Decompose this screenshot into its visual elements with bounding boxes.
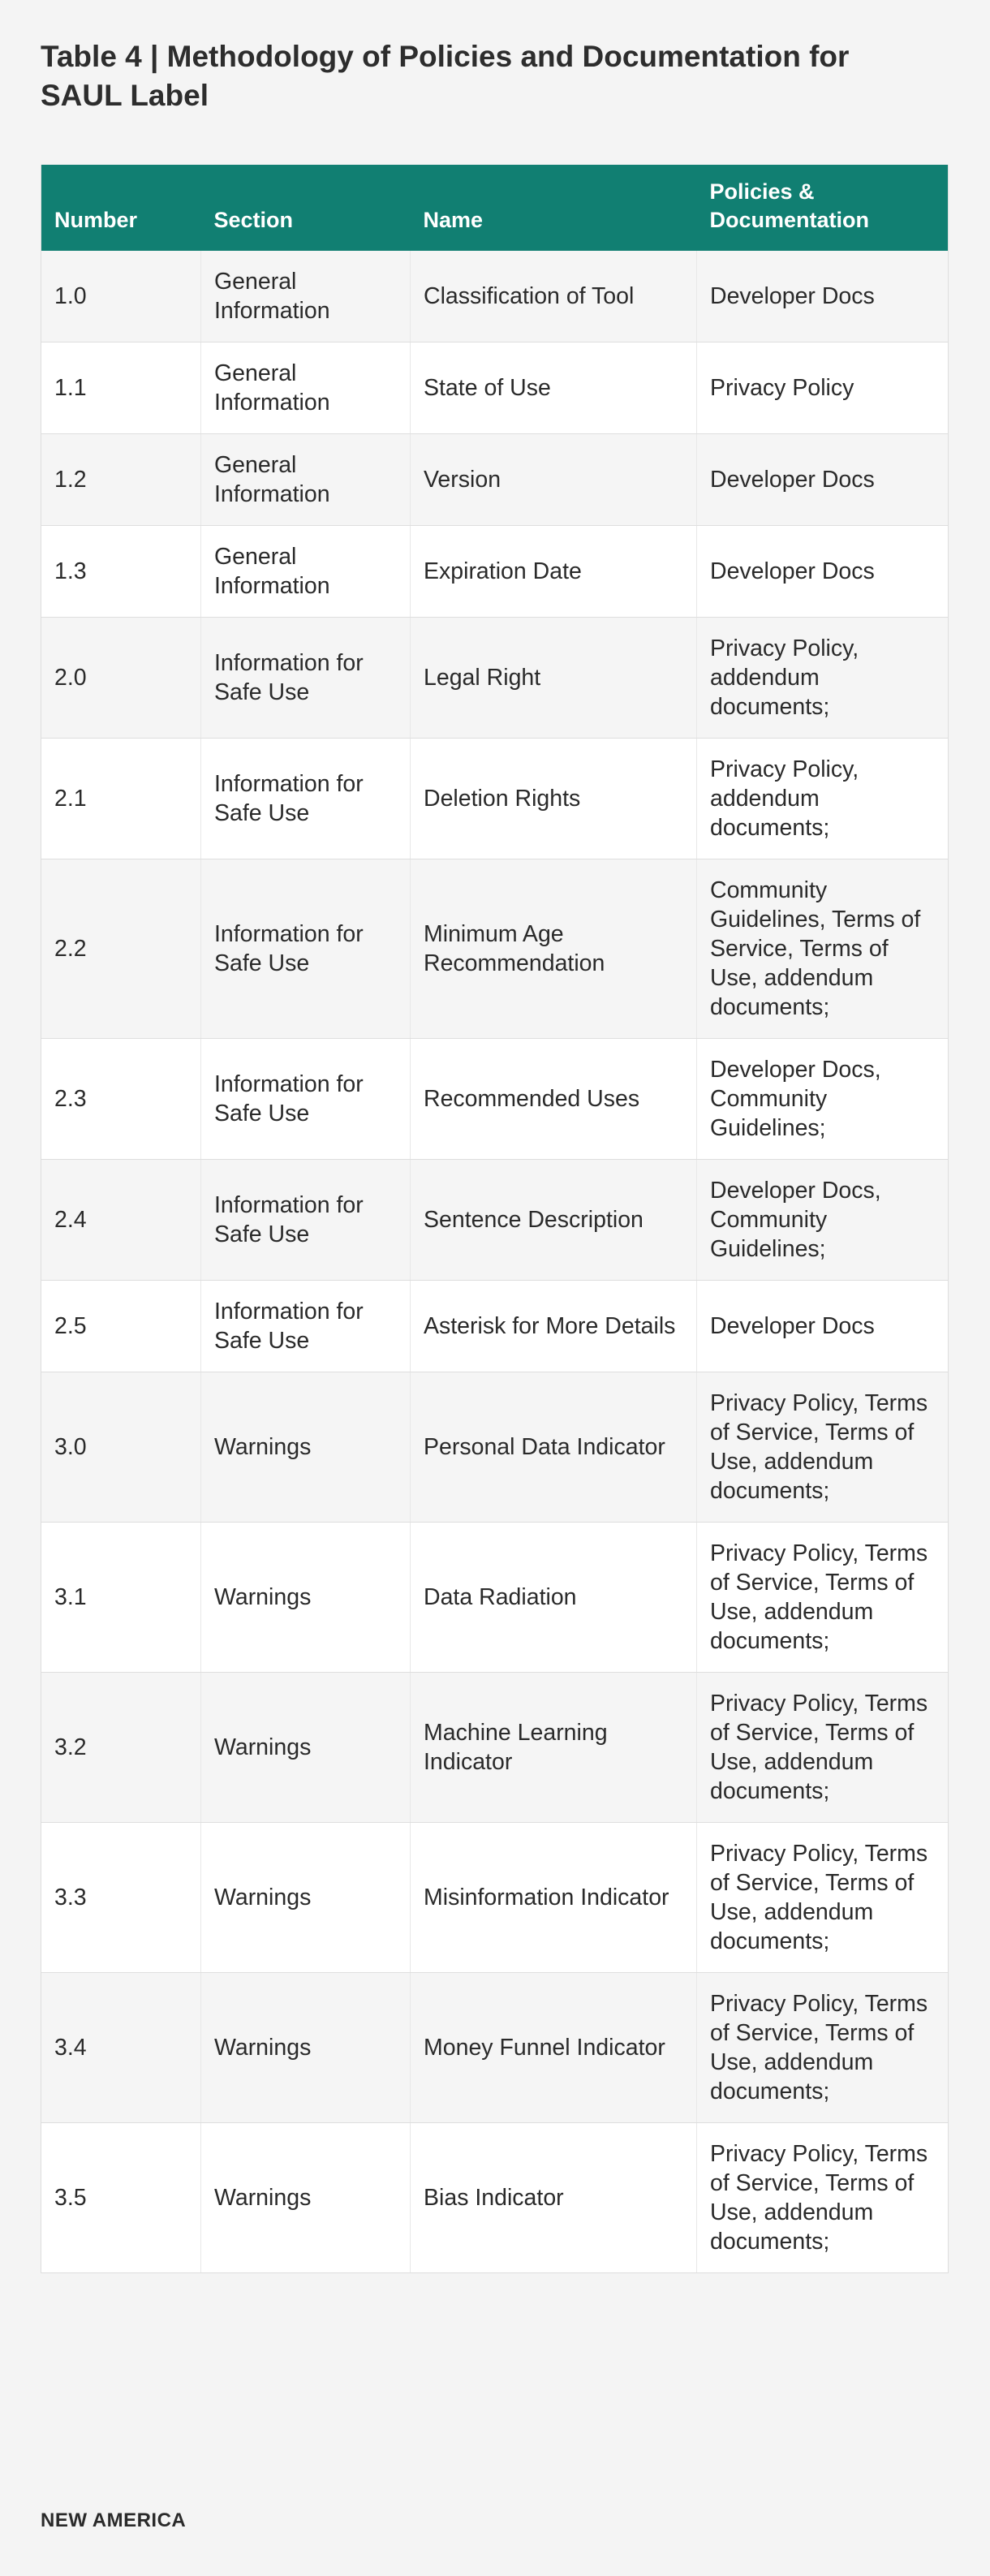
cell-policies: Privacy Policy, addendum documents;	[697, 618, 949, 739]
cell-section: Information for Safe Use	[201, 1281, 411, 1372]
table-row	[41, 434, 949, 526]
cell-section: General Information	[201, 526, 411, 618]
table-row	[41, 1673, 949, 1823]
table-row	[41, 739, 949, 859]
cell-policies: Privacy Policy, Terms of Service, Terms of Use, addendum documents;	[697, 1372, 949, 1523]
cell-section: General Information	[201, 342, 411, 434]
table-row	[41, 1372, 949, 1523]
cell-policies: Developer Docs	[697, 251, 949, 342]
cell-name: Recommended Uses	[411, 1039, 697, 1160]
cell-name: Personal Data Indicator	[411, 1372, 697, 1523]
cell-number: 2.1	[41, 739, 201, 859]
cell-policies: Privacy Policy, addendum documents;	[697, 739, 949, 859]
cell-policies: Privacy Policy	[697, 342, 949, 434]
cell-name: Bias Indicator	[411, 2123, 697, 2273]
cell-policies: Privacy Policy, Terms of Service, Terms of Use, addendum documents;	[697, 1523, 949, 1673]
table-row	[41, 526, 949, 618]
cell-policies: Developer Docs, Community Guidelines;	[697, 1160, 949, 1281]
cell-section: Information for Safe Use	[201, 739, 411, 859]
cell-policies: Privacy Policy, Terms of Service, Terms of Use, addendum documents;	[697, 2123, 949, 2273]
table-row	[41, 1523, 949, 1673]
cell-section: Information for Safe Use	[201, 1039, 411, 1160]
cell-policies: Developer Docs	[697, 526, 949, 618]
cell-policies: Developer Docs	[697, 434, 949, 526]
cell-section: Information for Safe Use	[201, 618, 411, 739]
cell-name: Misinformation Indicator	[411, 1823, 697, 1973]
cell-number: 1.0	[41, 251, 201, 342]
cell-number: 1.2	[41, 434, 201, 526]
cell-section: General Information	[201, 434, 411, 526]
table-row	[41, 1281, 949, 1372]
table-row	[41, 1823, 949, 1973]
table-body	[41, 251, 949, 2273]
page-title: Table 4 | Methodology of Policies and Documentation for SAUL Label	[41, 40, 850, 112]
cell-policies: Privacy Policy, Terms of Service, Terms of Use, addendum documents;	[697, 1673, 949, 1823]
cell-number: 3.0	[41, 1372, 201, 1523]
cell-number: 2.4	[41, 1160, 201, 1281]
cell-number: 2.3	[41, 1039, 201, 1160]
table-row	[41, 859, 949, 1039]
cell-policies: Developer Docs	[697, 1281, 949, 1372]
header-number: Number	[41, 165, 201, 251]
table-row	[41, 251, 949, 342]
cell-section: Information for Safe Use	[201, 859, 411, 1039]
cell-policies: Privacy Policy, Terms of Service, Terms of Use, addendum documents;	[697, 1823, 949, 1973]
methodology-table	[41, 165, 948, 2273]
cell-name: Version	[411, 434, 697, 526]
cell-name: Expiration Date	[411, 526, 697, 618]
table-row	[41, 1160, 949, 1281]
cell-name: Asterisk for More Details	[411, 1281, 697, 1372]
header-section: Section	[201, 165, 411, 251]
cell-number: 2.0	[41, 618, 201, 739]
cell-section: Warnings	[201, 1973, 411, 2123]
table-header	[41, 165, 949, 251]
header-name: Name	[411, 165, 697, 251]
table-row	[41, 618, 949, 739]
cell-name: Minimum Age Recommendation	[411, 859, 697, 1039]
cell-section: Warnings	[201, 1673, 411, 1823]
cell-number: 1.3	[41, 526, 201, 618]
table-row	[41, 2123, 949, 2273]
header-policies: Policies & Documentation	[697, 165, 949, 251]
cell-number: 3.4	[41, 1973, 201, 2123]
cell-section: Warnings	[201, 1823, 411, 1973]
cell-name: Data Radiation	[411, 1523, 697, 1673]
data-table	[41, 165, 949, 2273]
cell-section: General Information	[201, 251, 411, 342]
cell-number: 2.2	[41, 859, 201, 1039]
cell-name: Legal Right	[411, 618, 697, 739]
cell-name: Sentence Description	[411, 1160, 697, 1281]
cell-number: 3.1	[41, 1523, 201, 1673]
cell-number: 3.5	[41, 2123, 201, 2273]
cell-name: Deletion Rights	[411, 739, 697, 859]
cell-number: 2.5	[41, 1281, 201, 1372]
cell-policies: Community Guidelines, Terms of Service, Terms of Use, addendum documents;	[697, 859, 949, 1039]
cell-name: Money Funnel Indicator	[411, 1973, 697, 2123]
cell-policies: Privacy Policy, Terms of Service, Terms of Use, addendum documents;	[697, 1973, 949, 2123]
cell-section: Warnings	[201, 1372, 411, 1523]
cell-number: 3.3	[41, 1823, 201, 1973]
cell-name: Classification of Tool	[411, 251, 697, 342]
cell-section: Information for Safe Use	[201, 1160, 411, 1281]
table-row	[41, 1039, 949, 1160]
footer-brand: NEW AMERICA	[41, 2509, 187, 2531]
table-row	[41, 1973, 949, 2123]
cell-name: State of Use	[411, 342, 697, 434]
cell-number: 1.1	[41, 342, 201, 434]
cell-name: Machine Learning Indicator	[411, 1673, 697, 1823]
table-row	[41, 342, 949, 434]
cell-policies: Developer Docs, Community Guidelines;	[697, 1039, 949, 1160]
header-row	[41, 165, 949, 251]
cell-section: Warnings	[201, 2123, 411, 2273]
cell-number: 3.2	[41, 1673, 201, 1823]
cell-section: Warnings	[201, 1523, 411, 1673]
